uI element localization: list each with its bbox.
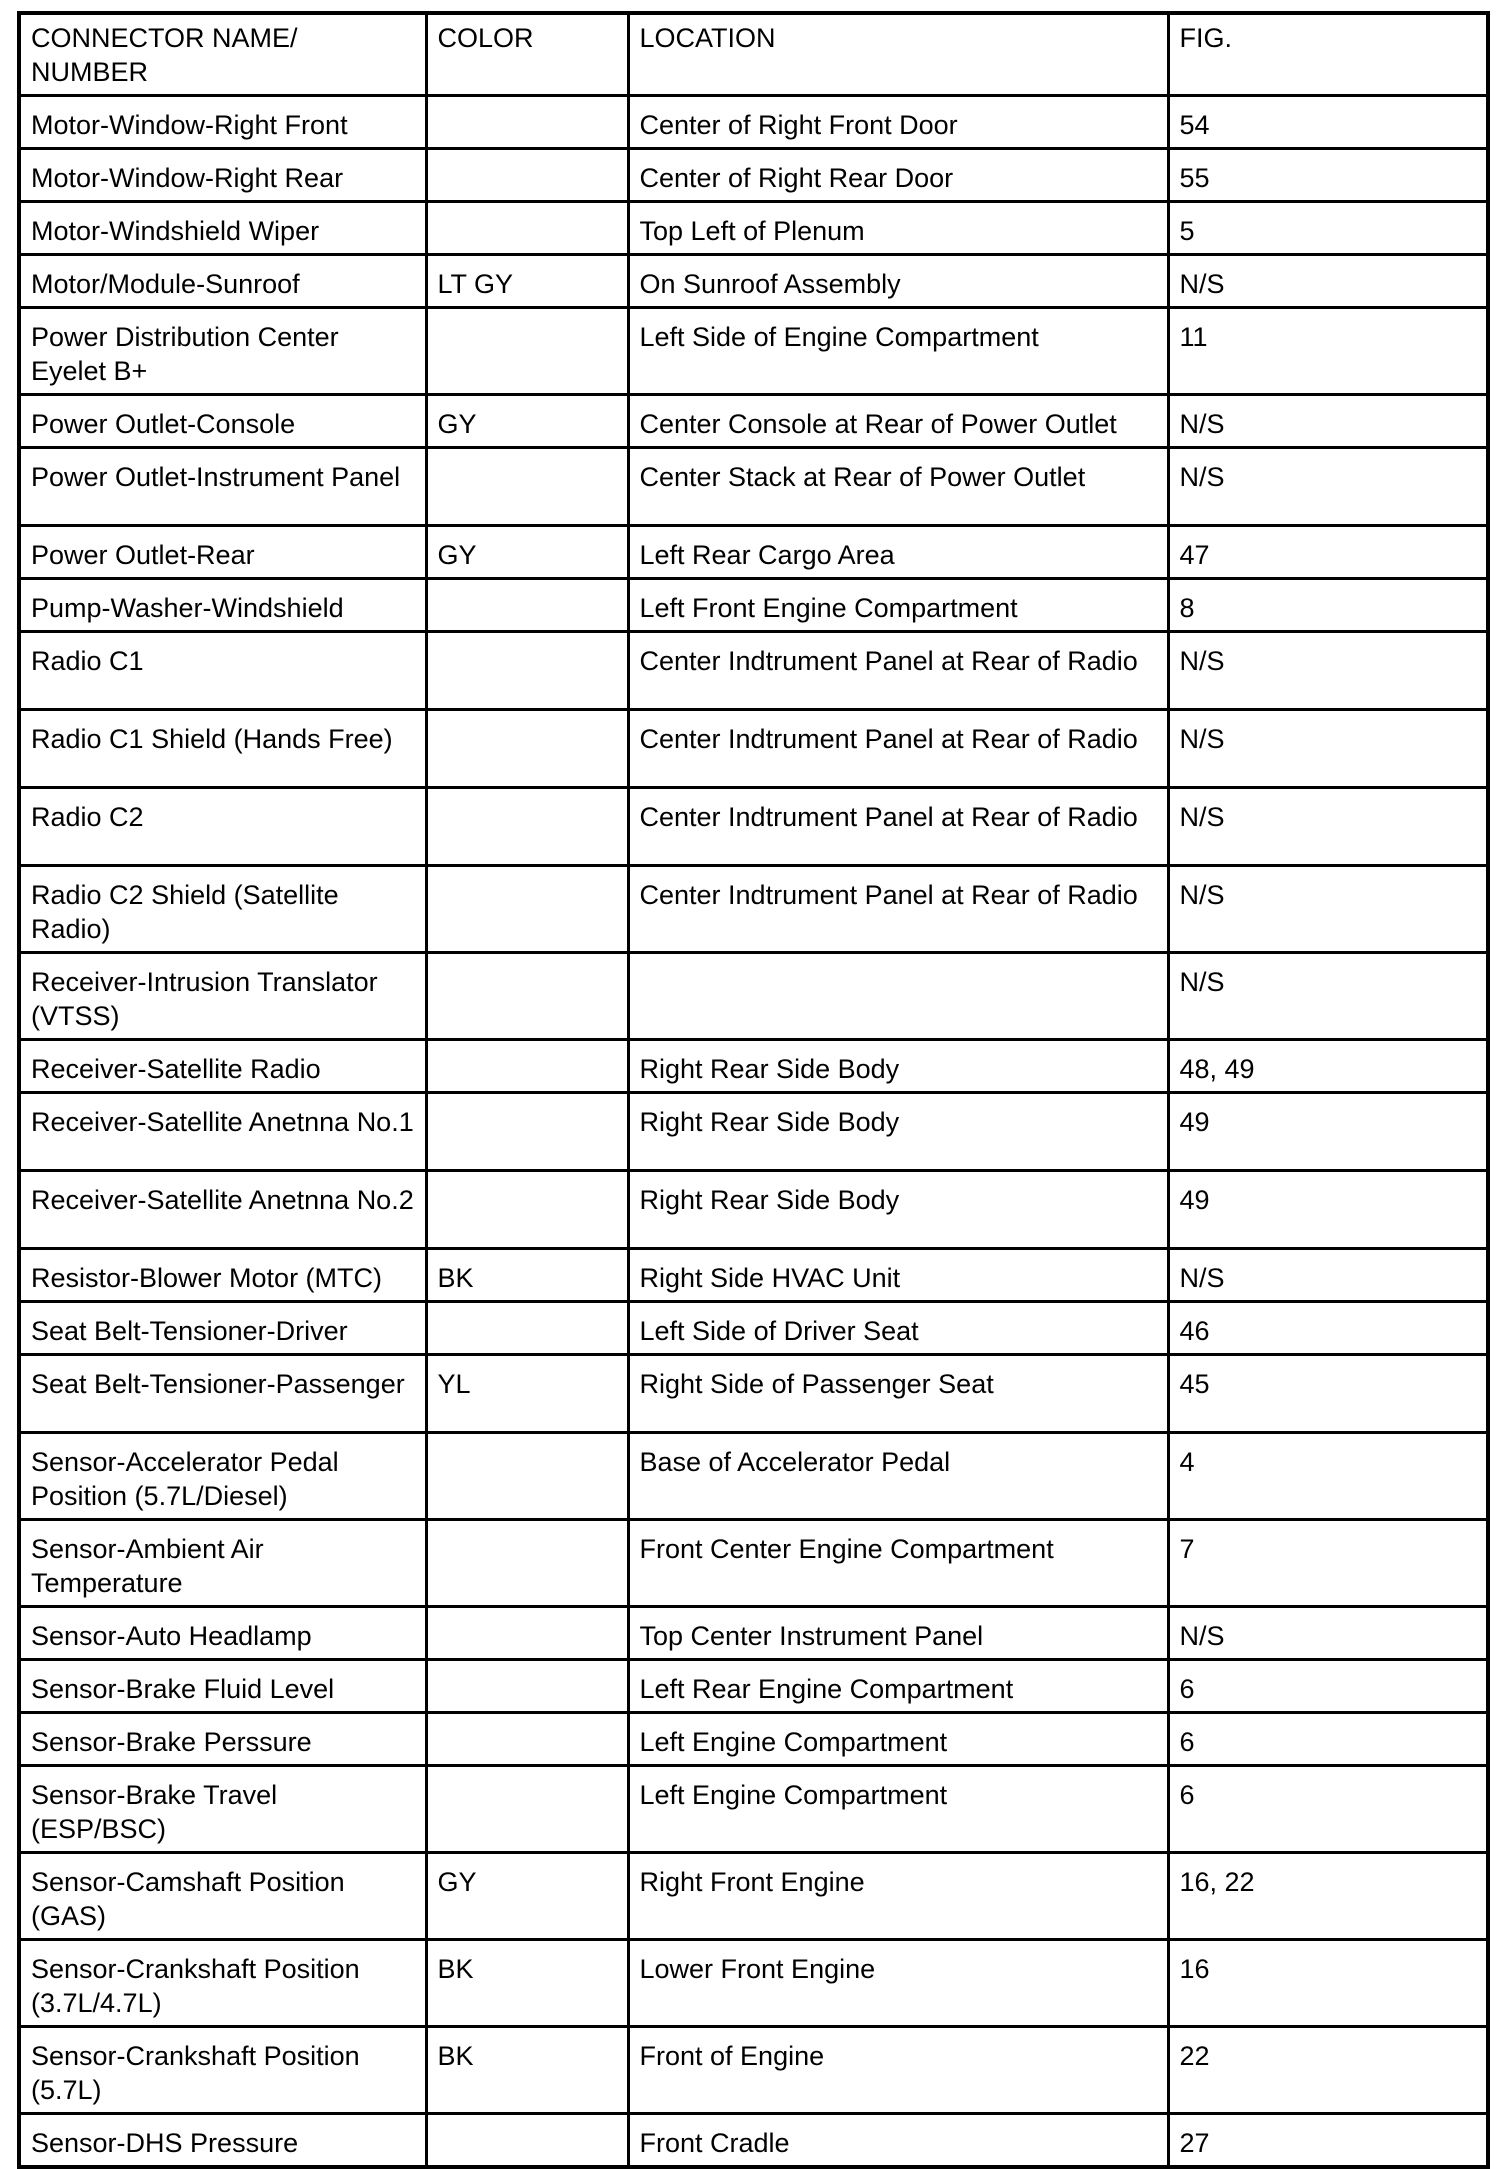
cell-location: Center Indtrument Panel at Rear of Radio [628, 866, 1168, 953]
table-row [19, 308, 1488, 395]
cell-connector-name: Sensor-Accelerator Pedal Position (5.7L/Diesel) [19, 1433, 426, 1520]
cell-connector-name: Sensor-Brake Travel (ESP/BSC) [19, 1766, 426, 1853]
cell-location: Left Side of Driver Seat [628, 1302, 1168, 1355]
cell-connector-name: Sensor-Brake Fluid Level [19, 1660, 426, 1713]
table-row [19, 2114, 1488, 2168]
cell-fig: 5 [1168, 202, 1488, 255]
cell-location: Right Rear Side Body [628, 1040, 1168, 1093]
cell-fig: 16, 22 [1168, 1853, 1488, 1940]
cell-connector-name: Sensor-Brake Perssure [19, 1713, 426, 1766]
table-row [19, 1249, 1488, 1302]
cell-color: LT GY [426, 255, 628, 308]
cell-connector-name: Resistor-Blower Motor (MTC) [19, 1249, 426, 1302]
connector-location-table [17, 11, 1490, 2169]
table-row [19, 866, 1488, 953]
cell-connector-name: Receiver-Satellite Anetnna No.2 [19, 1171, 426, 1249]
cell-connector-name: Receiver-Satellite Radio [19, 1040, 426, 1093]
table-row [19, 1660, 1488, 1713]
cell-location: Lower Front Engine [628, 1940, 1168, 2027]
cell-location: Center Indtrument Panel at Rear of Radio [628, 788, 1168, 866]
cell-fig: N/S [1168, 1249, 1488, 1302]
cell-location: Right Rear Side Body [628, 1171, 1168, 1249]
table-row [19, 395, 1488, 448]
table-row [19, 448, 1488, 526]
cell-color [426, 96, 628, 149]
header-color: COLOR [426, 13, 628, 96]
table-row [19, 788, 1488, 866]
cell-color [426, 308, 628, 395]
cell-connector-name: Pump-Washer-Windshield [19, 579, 426, 632]
cell-color [426, 788, 628, 866]
cell-color: BK [426, 2027, 628, 2114]
cell-location: Top Center Instrument Panel [628, 1607, 1168, 1660]
cell-fig: N/S [1168, 953, 1488, 1040]
cell-connector-name: Power Outlet-Instrument Panel [19, 448, 426, 526]
cell-location: Left Engine Compartment [628, 1713, 1168, 1766]
cell-connector-name: Receiver-Intrusion Translator (VTSS) [19, 953, 426, 1040]
cell-color [426, 2114, 628, 2168]
cell-location: Left Rear Engine Compartment [628, 1660, 1168, 1713]
cell-connector-name: Sensor-Auto Headlamp [19, 1607, 426, 1660]
cell-fig: 48, 49 [1168, 1040, 1488, 1093]
cell-fig: N/S [1168, 710, 1488, 788]
table-row [19, 96, 1488, 149]
cell-color [426, 710, 628, 788]
cell-location: Center Console at Rear of Power Outlet [628, 395, 1168, 448]
cell-location: Left Front Engine Compartment [628, 579, 1168, 632]
cell-color [426, 1171, 628, 1249]
cell-connector-name: Sensor-Crankshaft Position (5.7L) [19, 2027, 426, 2114]
cell-fig: N/S [1168, 255, 1488, 308]
cell-connector-name: Motor/Module-Sunroof [19, 255, 426, 308]
cell-fig: 45 [1168, 1355, 1488, 1433]
cell-fig: 6 [1168, 1660, 1488, 1713]
cell-color [426, 1040, 628, 1093]
cell-color: YL [426, 1355, 628, 1433]
cell-location: Right Front Engine [628, 1853, 1168, 1940]
cell-location: Center of Right Rear Door [628, 149, 1168, 202]
cell-location: Front of Engine [628, 2027, 1168, 2114]
cell-color [426, 1713, 628, 1766]
cell-fig: N/S [1168, 788, 1488, 866]
cell-connector-name: Radio C1 [19, 632, 426, 710]
cell-location: Center Stack at Rear of Power Outlet [628, 448, 1168, 526]
table-row [19, 1520, 1488, 1607]
table-row [19, 953, 1488, 1040]
cell-connector-name: Power Outlet-Rear [19, 526, 426, 579]
cell-color [426, 953, 628, 1040]
cell-connector-name: Motor-Window-Right Rear [19, 149, 426, 202]
cell-color [426, 149, 628, 202]
cell-fig: 49 [1168, 1171, 1488, 1249]
cell-location [628, 953, 1168, 1040]
table-row [19, 1433, 1488, 1520]
cell-connector-name: Seat Belt-Tensioner-Passenger [19, 1355, 426, 1433]
header-fig: FIG. [1168, 13, 1488, 96]
cell-fig: 22 [1168, 2027, 1488, 2114]
table-row [19, 1766, 1488, 1853]
cell-location: Right Side HVAC Unit [628, 1249, 1168, 1302]
cell-color: GY [426, 1853, 628, 1940]
cell-fig: 4 [1168, 1433, 1488, 1520]
cell-color [426, 632, 628, 710]
table-row [19, 1355, 1488, 1433]
cell-fig: N/S [1168, 866, 1488, 953]
cell-location: Left Side of Engine Compartment [628, 308, 1168, 395]
table-header-row [19, 13, 1488, 96]
cell-color [426, 1607, 628, 1660]
cell-fig: N/S [1168, 395, 1488, 448]
table-row [19, 1607, 1488, 1660]
cell-color [426, 202, 628, 255]
cell-fig: 55 [1168, 149, 1488, 202]
cell-connector-name: Sensor-Ambient Air Temperature [19, 1520, 426, 1607]
cell-fig: N/S [1168, 1607, 1488, 1660]
cell-location: Right Side of Passenger Seat [628, 1355, 1168, 1433]
cell-color: GY [426, 526, 628, 579]
cell-connector-name: Radio C2 Shield (Satellite Radio) [19, 866, 426, 953]
cell-location: Left Rear Cargo Area [628, 526, 1168, 579]
cell-location: Base of Accelerator Pedal [628, 1433, 1168, 1520]
cell-color [426, 1766, 628, 1853]
cell-fig: 7 [1168, 1520, 1488, 1607]
cell-location: Center of Right Front Door [628, 96, 1168, 149]
cell-color [426, 448, 628, 526]
cell-fig: 8 [1168, 579, 1488, 632]
cell-connector-name: Sensor-Crankshaft Position (3.7L/4.7L) [19, 1940, 426, 2027]
cell-connector-name: Power Distribution Center Eyelet B+ [19, 308, 426, 395]
cell-connector-name: Sensor-DHS Pressure [19, 2114, 426, 2168]
table-row [19, 149, 1488, 202]
cell-location: Front Center Engine Compartment [628, 1520, 1168, 1607]
header-connector-name: CONNECTOR NAME/ NUMBER [19, 13, 426, 96]
cell-fig: 6 [1168, 1766, 1488, 1853]
table-row [19, 1940, 1488, 2027]
cell-location: Right Rear Side Body [628, 1093, 1168, 1171]
table-row [19, 632, 1488, 710]
cell-color [426, 1093, 628, 1171]
header-location: LOCATION [628, 13, 1168, 96]
table-row [19, 526, 1488, 579]
cell-color: BK [426, 1249, 628, 1302]
cell-location: Top Left of Plenum [628, 202, 1168, 255]
cell-connector-name: Radio C1 Shield (Hands Free) [19, 710, 426, 788]
cell-fig: N/S [1168, 448, 1488, 526]
cell-color [426, 579, 628, 632]
cell-connector-name: Motor-Window-Right Front [19, 96, 426, 149]
cell-fig: 6 [1168, 1713, 1488, 1766]
table-row [19, 2027, 1488, 2114]
cell-connector-name: Receiver-Satellite Anetnna No.1 [19, 1093, 426, 1171]
table-row [19, 202, 1488, 255]
table-row [19, 1713, 1488, 1766]
table-row [19, 1853, 1488, 1940]
cell-color [426, 1433, 628, 1520]
cell-fig: 11 [1168, 308, 1488, 395]
table-row [19, 579, 1488, 632]
cell-color [426, 866, 628, 953]
cell-connector-name: Power Outlet-Console [19, 395, 426, 448]
table-row [19, 1302, 1488, 1355]
cell-color: GY [426, 395, 628, 448]
table-row [19, 1040, 1488, 1093]
cell-fig: N/S [1168, 632, 1488, 710]
table-row [19, 1171, 1488, 1249]
cell-fig: 49 [1168, 1093, 1488, 1171]
cell-location: Front Cradle [628, 2114, 1168, 2168]
table-row [19, 255, 1488, 308]
cell-color: BK [426, 1940, 628, 2027]
cell-color [426, 1302, 628, 1355]
cell-connector-name: Radio C2 [19, 788, 426, 866]
cell-fig: 16 [1168, 1940, 1488, 2027]
cell-location: Left Engine Compartment [628, 1766, 1168, 1853]
cell-location: Center Indtrument Panel at Rear of Radio [628, 710, 1168, 788]
cell-color [426, 1660, 628, 1713]
table-row [19, 710, 1488, 788]
cell-location: On Sunroof Assembly [628, 255, 1168, 308]
cell-connector-name: Motor-Windshield Wiper [19, 202, 426, 255]
cell-fig: 54 [1168, 96, 1488, 149]
table-row [19, 1093, 1488, 1171]
cell-fig: 47 [1168, 526, 1488, 579]
cell-connector-name: Sensor-Camshaft Position (GAS) [19, 1853, 426, 1940]
cell-connector-name: Seat Belt-Tensioner-Driver [19, 1302, 426, 1355]
cell-fig: 46 [1168, 1302, 1488, 1355]
cell-color [426, 1520, 628, 1607]
cell-fig: 27 [1168, 2114, 1488, 2168]
cell-location: Center Indtrument Panel at Rear of Radio [628, 632, 1168, 710]
